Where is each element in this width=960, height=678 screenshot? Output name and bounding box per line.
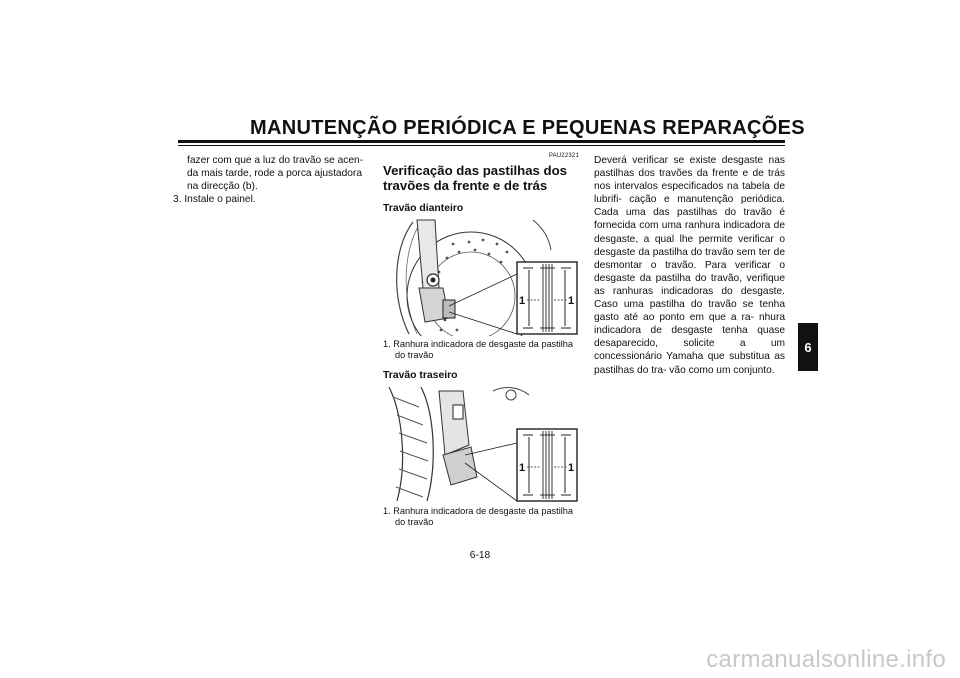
middle-column — [383, 150, 579, 529]
rear-callout-left: 1 — [519, 462, 526, 475]
rear-brake-illustration — [383, 385, 579, 503]
section-title: Verificação das pastilhas dos travões da frente e de trás — [383, 163, 567, 193]
watermark: carmanualsonline.info — [706, 646, 946, 673]
rear-brake-subtitle: Travão traseiro — [383, 370, 458, 382]
page-title: MANUTENÇÃO PERIÓDICA E PEQUENAS REPARAÇÕES — [250, 117, 805, 139]
right-column-body: Deverá verificar se existe desgaste nas pastilhas dos travões da frente e de trás nos intervalos especificados na tabela de lubrifi- cação e manutenção periódica. Cada uma das pastilhas do travão é fornecida com uma ranhura indicadora de desgaste, a qual lhe permite verificar o desgaste da pastilha do travão sem ter de desmontar o travão. Para verificar o desgaste da pastilha do travão, verifique as ranhuras indicadoras do desgaste. Caso uma pastilha do travão se tenha gasto até ao ponto em que a ra- nhura indicadora de desgaste tenha quase desaparecido, solicite a um concessionário Yamaha que substitua as pastilhas do tra- vão como um conjunto. — [594, 155, 785, 376]
chapter-tab[interactable]: 6 — [798, 323, 818, 371]
front-callout-left: 1 — [519, 294, 526, 307]
front-brake-illustration — [383, 218, 579, 336]
page-number: 6-18 — [469, 550, 491, 561]
header-rule — [178, 140, 785, 143]
front-caption: 1. Ranhura indicadora de desgaste da pastilha do travão — [383, 338, 574, 360]
left-column — [173, 154, 373, 206]
rear-caption: 1. Ranhura indicadora de desgaste da pastilha do travão — [383, 506, 574, 528]
front-brake-subtitle: Travão dianteiro — [383, 202, 464, 214]
front-callout-right: 1 — [568, 294, 575, 307]
rear-callout-right: 1 — [568, 462, 575, 475]
continued-line-3: na direcção (b). — [187, 181, 258, 193]
header-rule-thin — [178, 145, 785, 146]
continued-line-1: fazer com que a luz do travão se acen- — [187, 155, 364, 166]
section-code: PAU22321 — [548, 153, 579, 159]
continued-line-2: da mais tarde, rode a porca ajustadora — [187, 168, 362, 180]
step-3: 3. Instale o painel. — [173, 194, 256, 206]
